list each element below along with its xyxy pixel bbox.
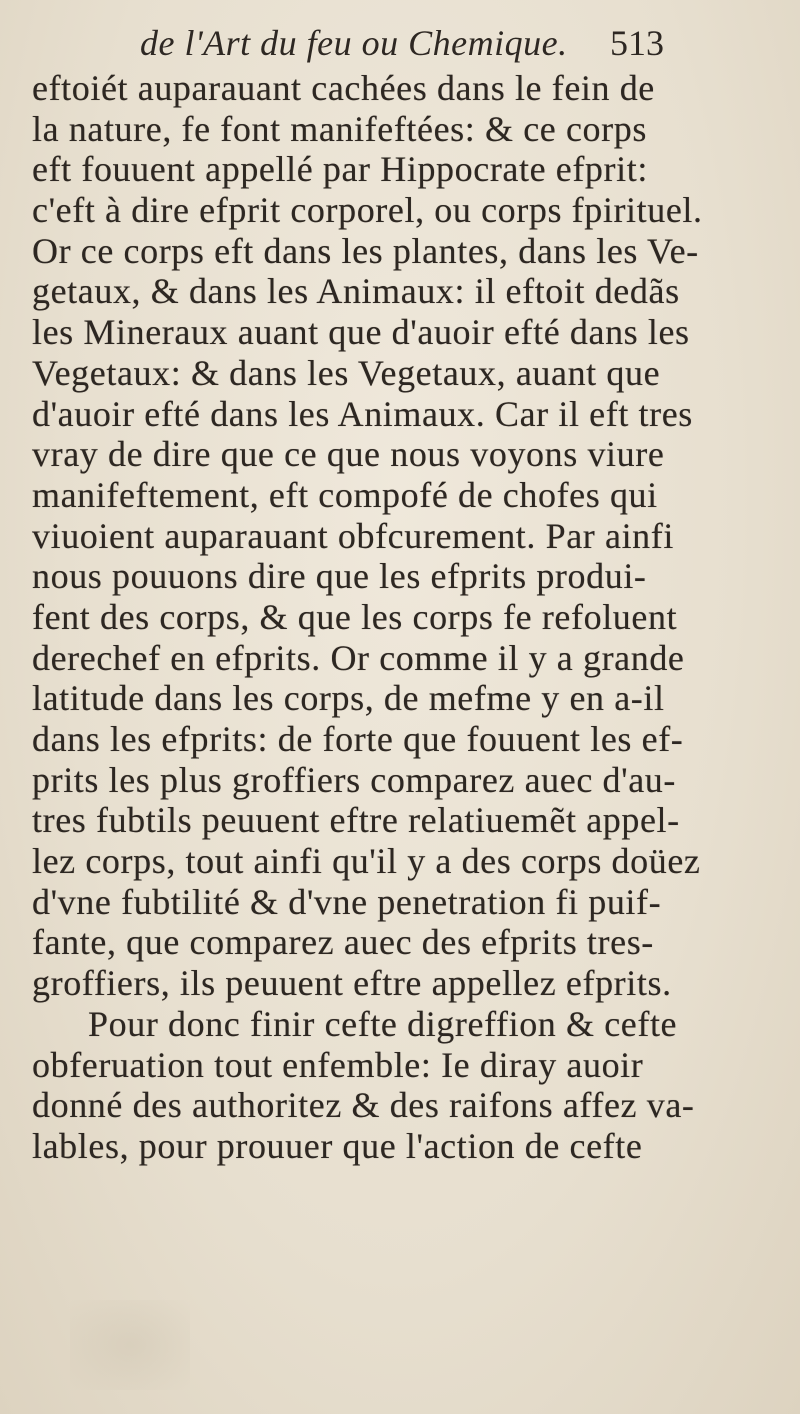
text-line: nous pouuons dire que les efprits produi- xyxy=(32,556,647,597)
text-line: fent des corps, & que les corps fe refoluent xyxy=(32,596,678,637)
text-line: donné des authoritez & des raifons affez va- xyxy=(32,1085,695,1126)
text-line: dans les efprits: de forte que fouuent les ef- xyxy=(32,719,684,759)
text-line: tres fubtils peuuent eftre relatiuemẽt appel- xyxy=(32,800,680,841)
text-line: eftoiét auparauant cachées dans le fein de xyxy=(32,68,655,108)
paper-smudge xyxy=(70,1300,190,1390)
text-line: viuoient auparauant obfcurement. Par ainfi xyxy=(32,515,674,556)
text-line: manifeftement, eft compofé de chofes qui xyxy=(32,474,658,515)
body-text xyxy=(32,68,784,1167)
text-line: c'eft à dire efprit corporel, ou corps fpirituel. xyxy=(32,190,703,231)
text-line: d'auoir efté dans les Animaux. Car il eft tres xyxy=(32,393,693,434)
text-line: prits les plus groffiers comparez auec d'au- xyxy=(32,759,676,800)
text-line: les Mineraux auant que d'auoir efté dans les xyxy=(32,312,690,353)
text-line: vray de dire que ce que nous voyons viure xyxy=(32,434,665,475)
running-head-title: de l'Art du feu ou Chemique. xyxy=(140,23,568,63)
text-line: Vegetaux: & dans les Vegetaux, auant que xyxy=(32,352,661,393)
text-line: obferuation tout enfemble: Ie diray auoir xyxy=(32,1044,644,1085)
text-line: latitude dans les corps, de mefme y en a-il xyxy=(32,678,665,719)
text-line: groffiers, ils peuuent eftre appellez efprits. xyxy=(32,963,672,1004)
text-line: fante, que comparez auec des efprits tres- xyxy=(32,922,654,963)
running-head xyxy=(140,18,780,66)
text-line: eft fouuent appellé par Hippocrate efprit: xyxy=(32,149,648,190)
text-line: lez corps, tout ainfi qu'il y a des corps doüez xyxy=(32,841,701,882)
page-number: 513 xyxy=(610,23,664,63)
text-line: lables, pour prouuer que l'action de cefte xyxy=(32,1125,643,1166)
text-line: d'vne fubtilité & d'vne penetration fi puif- xyxy=(32,881,662,922)
text-line: derechef en efprits. Or comme il y a grande xyxy=(32,637,685,678)
text-line: Pour donc finir cefte digreffion & cefte xyxy=(88,1003,678,1044)
text-line: getaux, & dans les Animaux: il eftoit dedãs xyxy=(32,271,680,312)
text-line: la nature, fe font manifeftées: & ce corps xyxy=(32,108,647,149)
text-line: Or ce corps eft dans les plantes, dans les Ve- xyxy=(32,230,699,271)
